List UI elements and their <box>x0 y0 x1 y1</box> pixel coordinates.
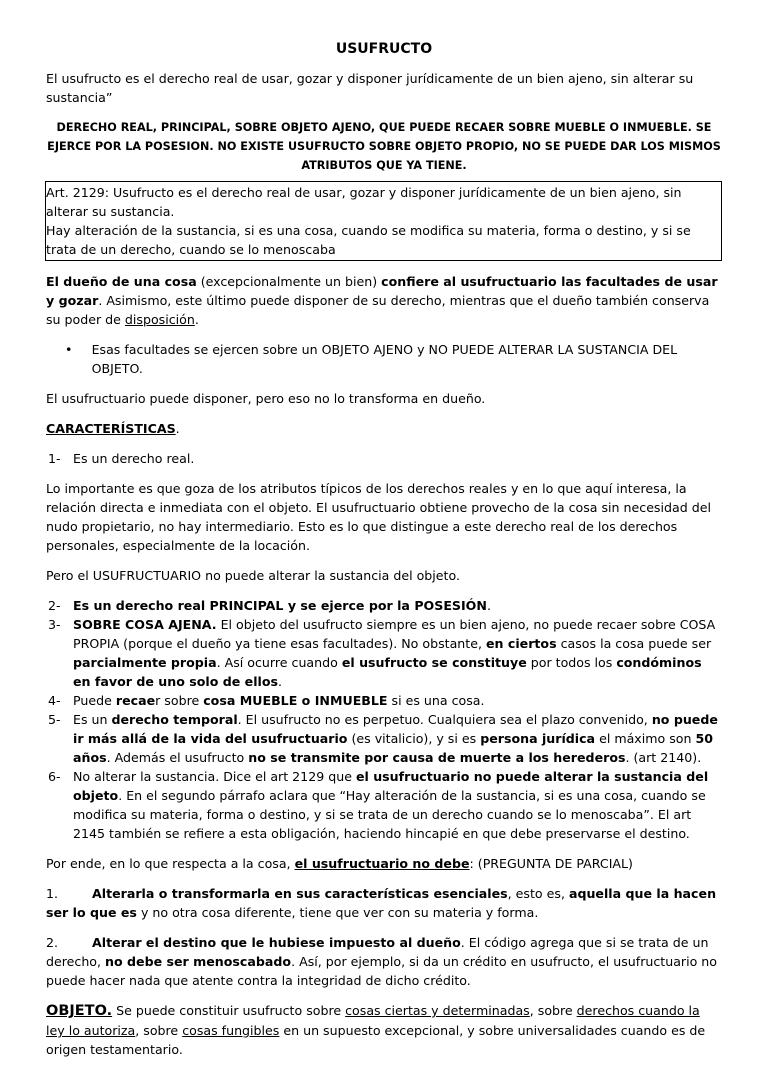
bullet-item <box>46 340 722 378</box>
bold-text: el usufructuario no puede alterar la sustancia del objeto <box>73 769 709 803</box>
underlined-text: cosas ciertas y determinadas <box>345 1003 530 1018</box>
bold-text: Es un derecho real PRINCIPAL y se ejerce por la POSESIÓN <box>73 598 487 613</box>
bullet-text: Esas facultades se ejercen sobre un OBJETO AJENO y NO PUEDE ALTERAR LA SUSTANCIA DEL OBJETO. <box>91 342 678 376</box>
text: Por ende, en lo que respecta a la cosa, <box>46 856 295 871</box>
bold-text: recae <box>115 693 156 708</box>
text: casos la cosa puede ser <box>556 636 712 651</box>
pero-paragraph: Pero el USUFRUCTUARIO no puede alterar la sustancia del objeto. <box>46 568 460 583</box>
bold-text: aquella que la hacen ser lo que es <box>46 886 717 920</box>
deber-1-paragraph <box>46 884 722 922</box>
text: , sobre <box>135 1023 183 1038</box>
text: (excepcionalmente un bien) <box>196 274 382 289</box>
bold-text: no se transmite por causa de muerte a los herederos <box>248 750 626 765</box>
underlined-text: cosas fungibles <box>182 1023 280 1038</box>
list-number: 2. <box>46 935 59 950</box>
list-text: Es un derecho real. <box>73 451 195 466</box>
list-number: 6- <box>48 769 61 784</box>
list-item <box>46 596 722 615</box>
bold-text: en ciertos <box>485 636 557 651</box>
text: El objeto del usufructo siempre es un bien ajeno, no puede recaer sobre COSA PROPIA (porque el dueño ya tiene esas facultades). No obstante, <box>73 617 716 651</box>
text: . Asimismo, este último puede disponer de su derecho, mientras que el dueño también conserva su poder de <box>46 293 710 327</box>
bold-text: el usufructo se constituye <box>341 655 527 670</box>
text: , sobre <box>529 1003 577 1018</box>
text: . <box>486 598 491 613</box>
bold-text: condóminos en favor de uno solo de ellos <box>73 655 702 689</box>
objeto-heading: OBJETO. <box>46 1003 113 1019</box>
bold-text: no puede ir más allá de la vida del usufructuario <box>73 712 718 746</box>
no-duenio-paragraph: El usufructuario puede disponer, pero eso no lo transforma en dueño. <box>46 391 486 406</box>
text: r sobre <box>155 693 204 708</box>
bold-text: El dueño de una cosa <box>46 274 197 289</box>
text: . (art 2140). <box>625 750 702 765</box>
list-text <box>73 710 722 767</box>
duenio-paragraph <box>46 272 722 329</box>
caracteristicas-heading <box>46 419 722 438</box>
intro-paragraph: El usufructo es el derecho real de usar, gozar y disponer jurídicamente de un bien ajeno, sin alterar su sustancia” <box>46 71 694 105</box>
text: Se puede constituir usufructo sobre <box>112 1003 346 1018</box>
bold-text: no debe ser menoscabado <box>105 954 292 969</box>
list-item <box>46 615 722 691</box>
list-number: 1- <box>48 451 61 466</box>
article-box <box>45 181 722 261</box>
underlined-text: derechos cuando la ley lo autoriza <box>46 1003 700 1038</box>
heading-text: CARACTERÍSTICAS <box>46 421 176 436</box>
text: . Así, por ejemplo, si da un crédito en usufructo, el usufructuario no puede hacer nada que atente contra la integridad de dicho crédito. <box>46 954 717 988</box>
text: : (PREGUNTA DE PARCIAL) <box>469 856 633 871</box>
text: el máximo son <box>595 731 696 746</box>
text: por todos los <box>526 655 617 670</box>
text: . <box>194 312 199 327</box>
bold-text: parcialmente propia <box>73 655 217 670</box>
objeto-paragraph <box>46 1001 722 1059</box>
text: . Así ocurre cuando <box>216 655 342 670</box>
list-text <box>73 596 722 615</box>
bold-text: Alterarla o transformarla en sus características esenciales <box>92 886 508 901</box>
list-item <box>46 691 722 710</box>
bold-text: SOBRE COSA AJENA. <box>73 617 217 632</box>
list-2 <box>46 596 722 843</box>
text: . En el segundo párrafo aclara que “Hay alteración de la sustancia, si es una cosa, cuando se modifica su materia, forma o destino, y si se trata de un derecho cuando se lo menoscaba”. El art 2145 también se refiere a esta obligación, haciendo hincapié en que debe preservarse el destino. <box>73 788 706 841</box>
text: . <box>175 421 180 436</box>
text: y no otra cosa diferente, tiene que ver con su materia y forma. <box>136 905 539 920</box>
bold-text: derecho temporal <box>111 712 238 727</box>
text: No alterar la sustancia. Dice el art 2129 que <box>73 769 356 784</box>
article-line-2: Hay alteración de la sustancia, si es una cosa, cuando se modifica su materia, forma o destino, y si se trata de un derecho, cuando se lo menoscaba <box>46 223 691 257</box>
text: si es una cosa. <box>387 693 485 708</box>
list-item <box>46 710 722 767</box>
list-number: 5- <box>48 712 61 727</box>
text: . Además el usufructo <box>106 750 249 765</box>
list-text <box>73 615 722 691</box>
document-page <box>46 40 722 1070</box>
por-ende-paragraph <box>46 854 722 873</box>
text: , esto es, <box>507 886 569 901</box>
document-title: USUFRUCTO <box>335 41 433 57</box>
list-number: 4- <box>48 693 61 708</box>
text: Puede <box>73 693 116 708</box>
list-item <box>46 449 722 468</box>
bold-text: confiere al usufructuario las facultades de usar y gozar <box>46 274 718 308</box>
bold-text: cosa MUEBLE o INMUEBLE <box>203 693 388 708</box>
bold-text: persona jurídica <box>480 731 596 746</box>
list-1 <box>46 449 722 468</box>
bullet-icon: • <box>65 342 73 357</box>
article-line-1: Art. 2129: Usufructo es el derecho real de usar, gozar y disponer jurídicamente de un bien ajeno, sin alterar su sustancia. <box>46 185 682 219</box>
text: en un supuesto excepcional, y sobre universalidades cuando es de origen testamentario. <box>46 1023 706 1057</box>
underlined-text: disposición <box>124 312 195 327</box>
underlined-text: el usufructuario no debe <box>294 856 470 871</box>
text: (es vitalicio), y si es <box>347 731 481 746</box>
list-item <box>46 767 722 843</box>
text: . <box>278 674 283 689</box>
bold-text: 50 años <box>73 731 714 765</box>
bold-text: Alterar el destino que le hubiese impuesto al dueño <box>92 935 461 950</box>
list-text <box>73 691 722 710</box>
list-number: 2- <box>48 598 61 613</box>
text: . El código agrega que si se trata de un derecho, <box>46 935 709 969</box>
importante-paragraph: Lo importante es que goza de los atributos típicos de los derechos reales y en lo que aquí interesa, la relación directa e inmediata con el objeto. El usufructuario obtiene provecho de la cosa sin necesidad del nudo propietario, no hay intermediario. Esto es lo que distingue a este derecho real de los derechos personales, especialmente de la locación. <box>46 481 711 553</box>
caps-summary: DERECHO REAL, PRINCIPAL, SOBRE OBJETO AJENO, QUE PUEDE RECAER SOBRE MUEBLE O INMUEBLE. SE EJERCE POR LA POSESION. NO EXISTE USUFRUCTO SOBRE OBJETO PROPIO, NO SE PUEDE DAR LOS MISMOS ATRIBUTOS QUE YA TIENE. <box>47 121 721 172</box>
text: Es un <box>73 712 112 727</box>
deber-2-paragraph <box>46 933 722 990</box>
list-text <box>73 767 722 843</box>
list-number: 1. <box>46 886 59 901</box>
list-number: 3- <box>48 617 61 632</box>
text: . El usufructo no es perpetuo. Cualquiera sea el plazo convenido, <box>237 712 652 727</box>
